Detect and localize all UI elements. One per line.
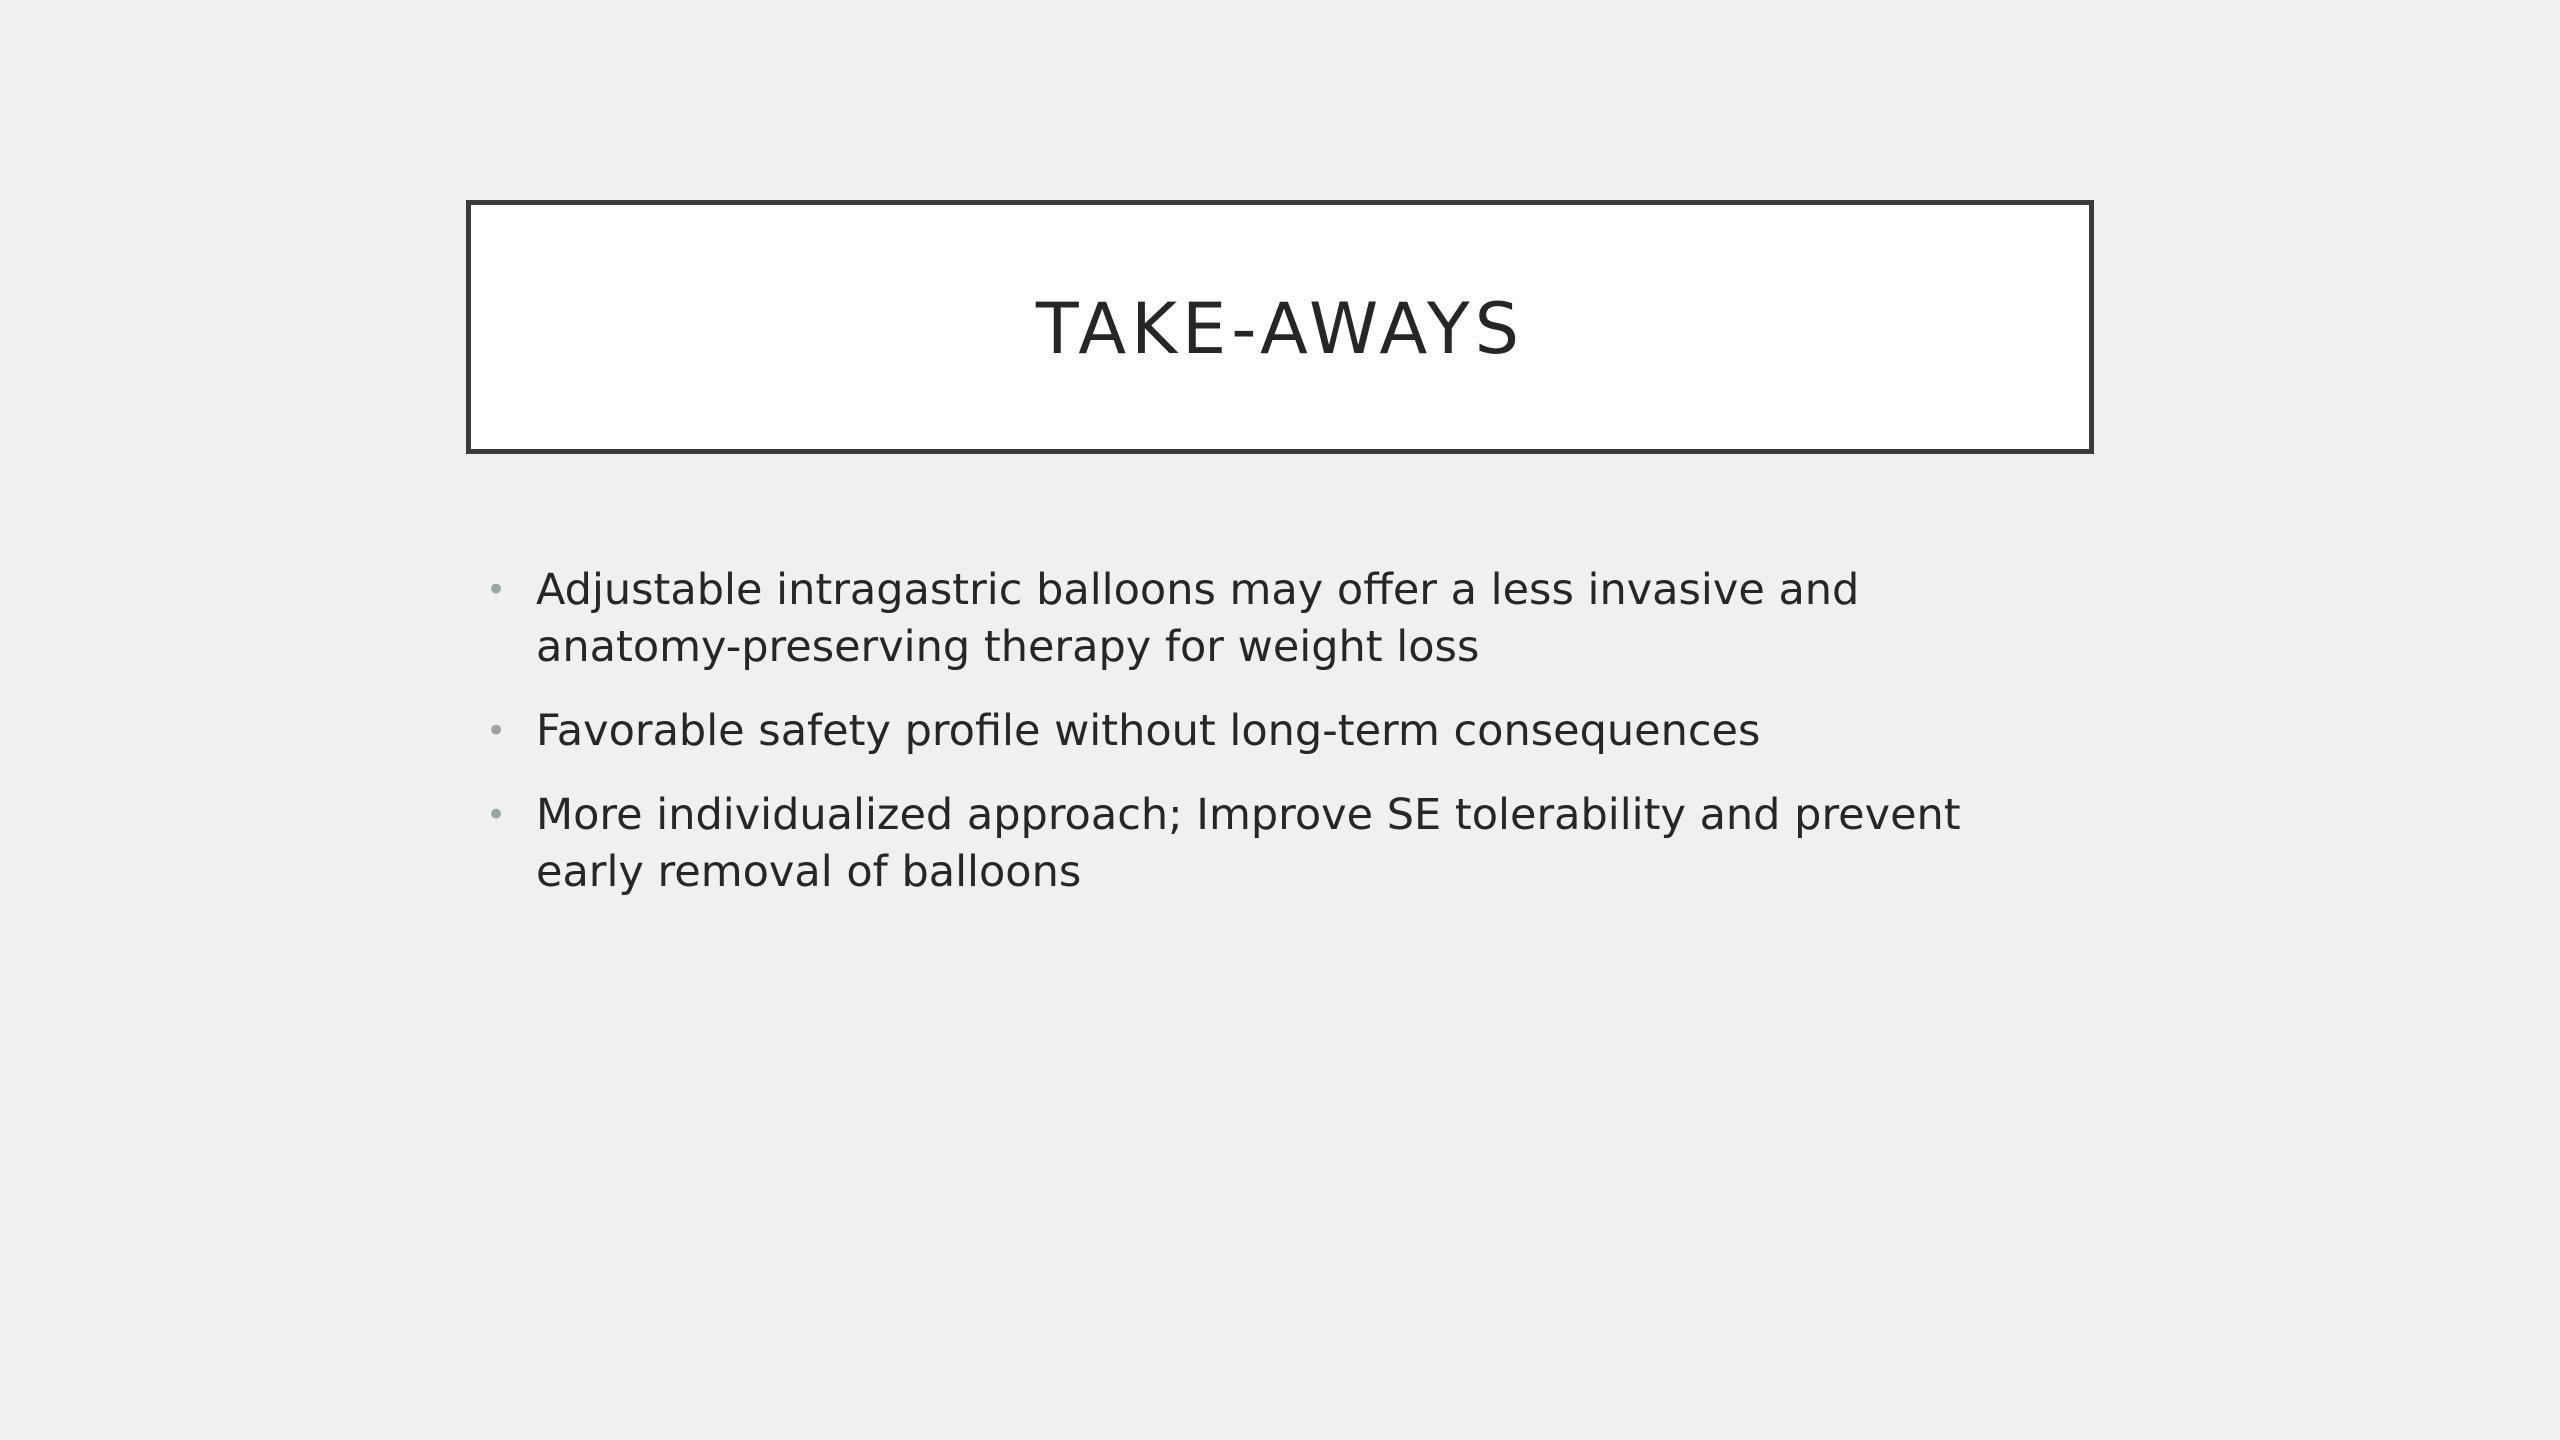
title-box: [466, 200, 2094, 454]
bullet-text: Adjustable intragastric balloons may offer a less invasive and anatomy-preserving therapy for weight loss: [536, 565, 1860, 672]
bullet-dot-icon: •: [486, 711, 507, 751]
slide-title: TAKE-AWAYS: [1035, 288, 1525, 370]
bullet-text: More individualized approach; Improve SE tolerability and prevent early removal of balloons: [536, 790, 1961, 897]
bullet-dot-icon: •: [486, 570, 507, 610]
bullet-text: Favorable safety profile without long-term consequences: [536, 706, 1761, 756]
bullet-item: [486, 562, 2006, 676]
bullet-dot-icon: •: [486, 795, 507, 835]
bullet-item: [486, 703, 2006, 760]
bullet-list: [486, 562, 2006, 928]
bullet-item: [486, 787, 2006, 901]
